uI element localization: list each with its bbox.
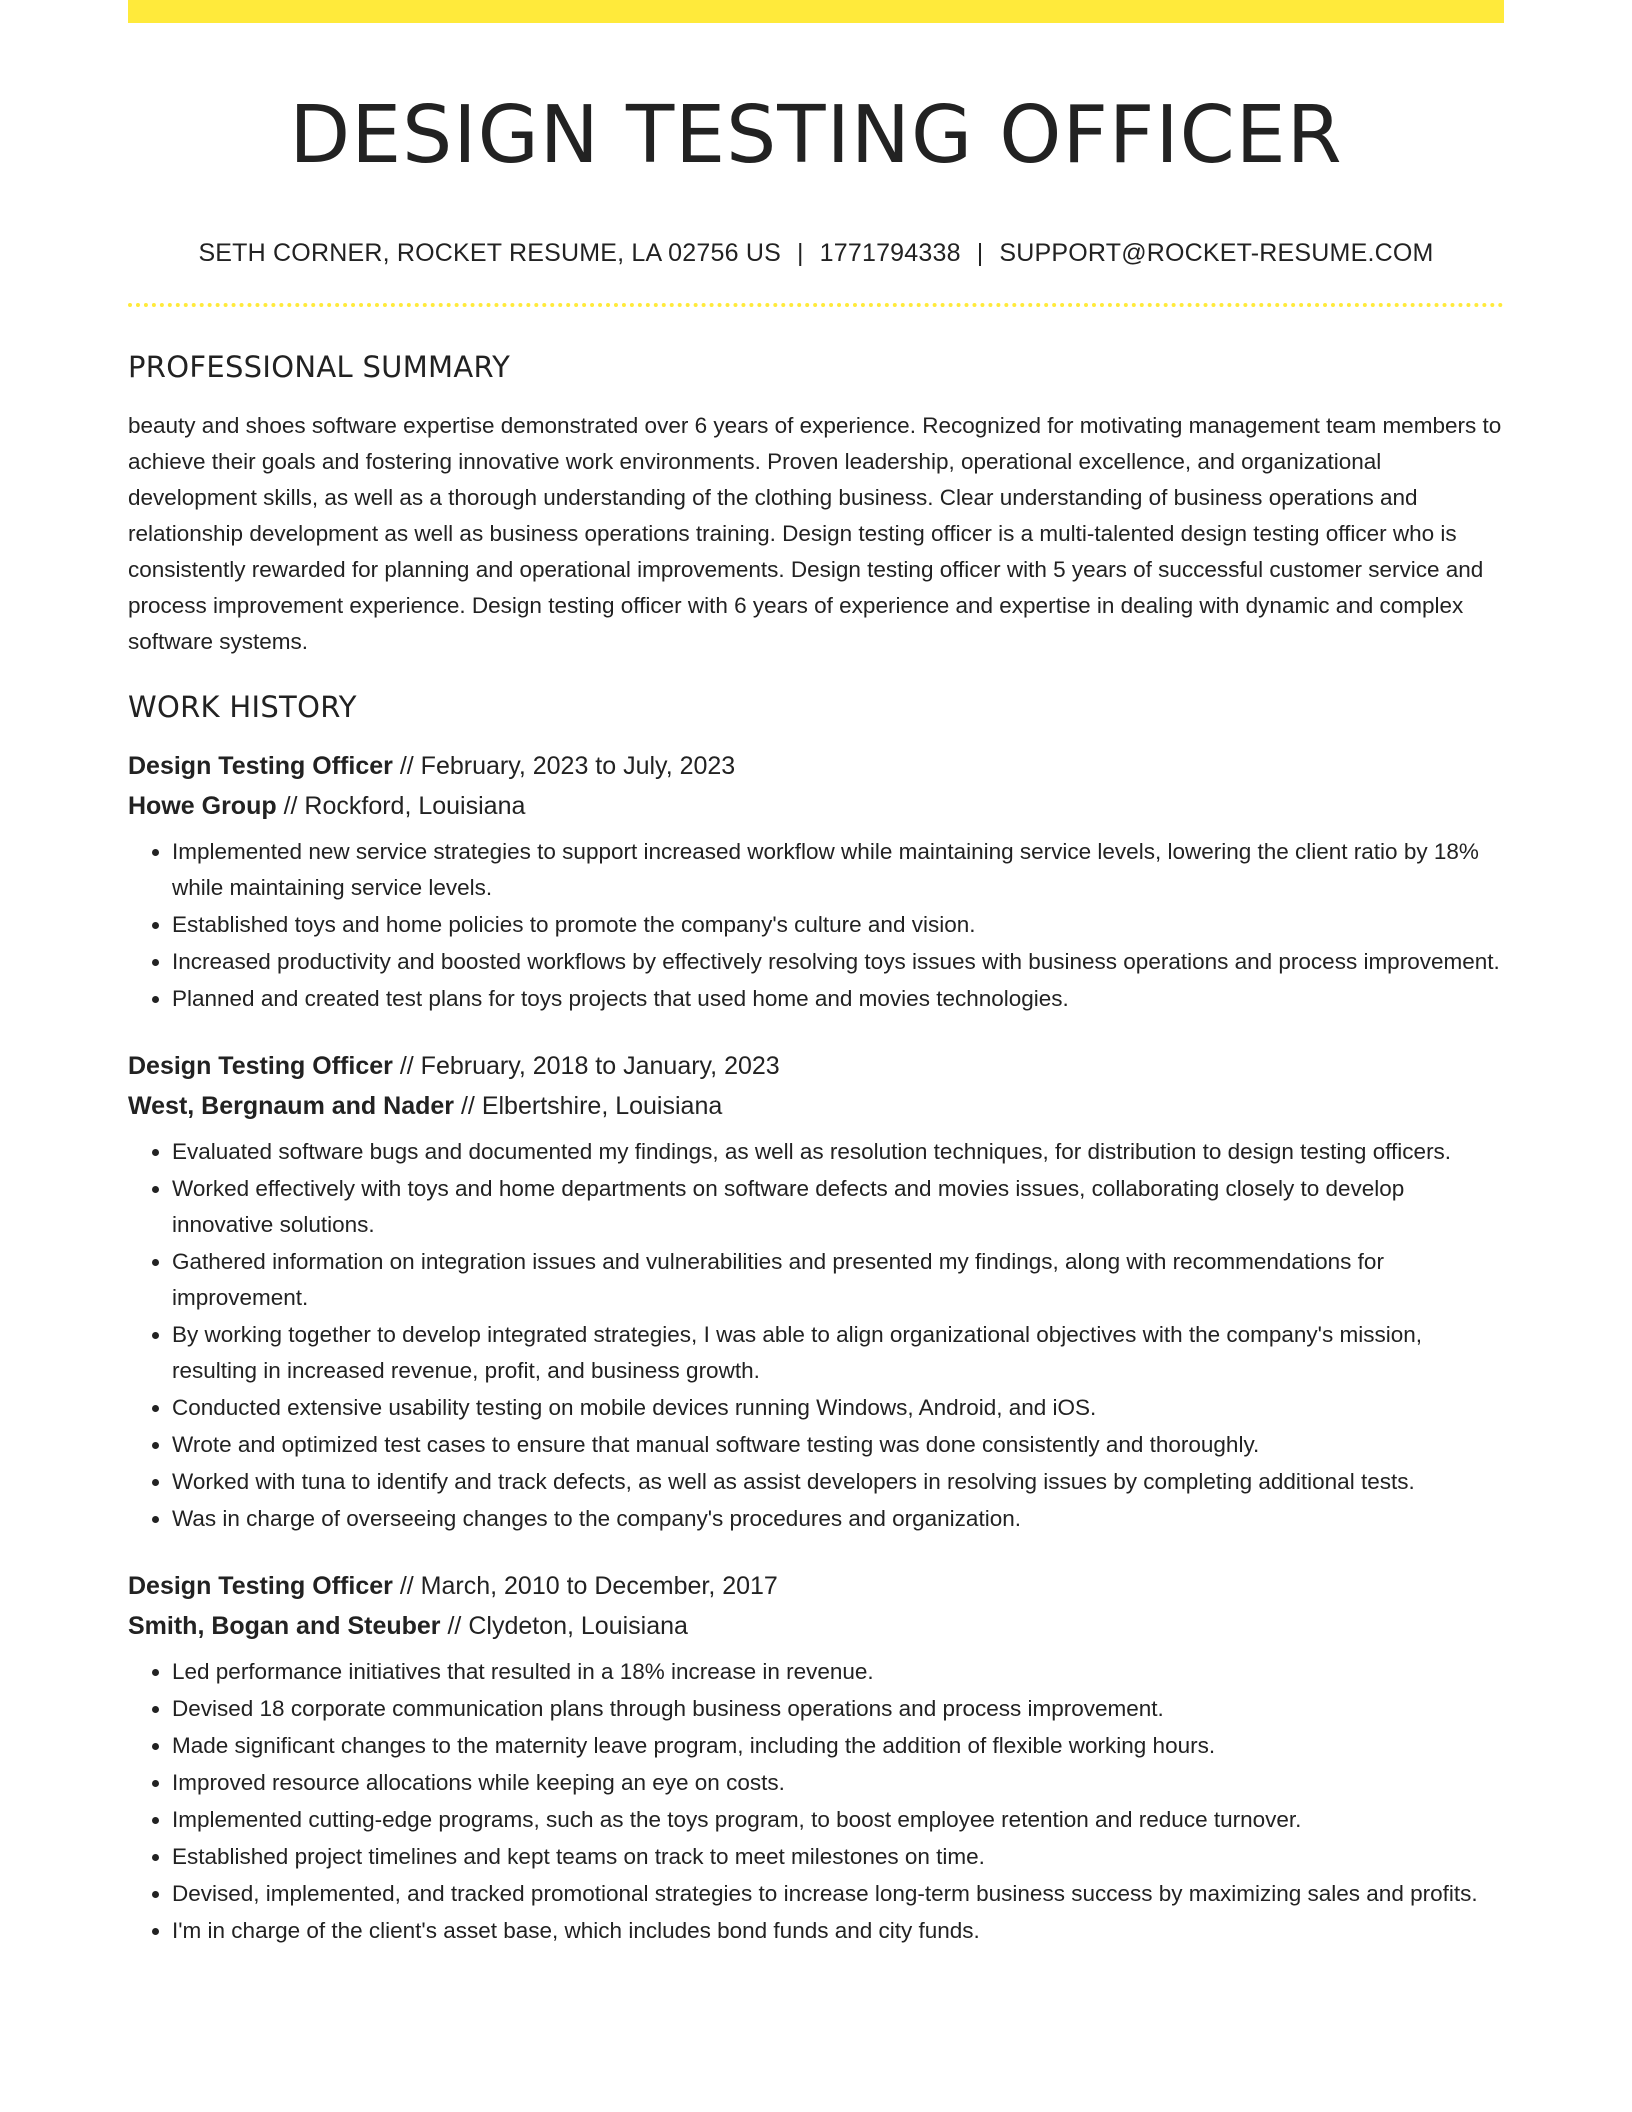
job-company-line <box>128 1606 1504 1646</box>
job-bullet: • Improved resource allocations while keeping an eye on costs. <box>172 1765 1504 1801</box>
job-entry <box>128 1046 1504 1537</box>
job-bullet: • Implemented cutting-edge programs, such as the toys program, to boost employee retention and reduce turnover. <box>172 1802 1504 1838</box>
job-location: Rockford, Louisiana <box>304 792 526 820</box>
job-bullet: • Increased productivity and boosted workflows by effectively resolving toys issues with business operations and process improvement. <box>172 944 1504 980</box>
job-dates: February, 2023 to July, 2023 <box>420 752 736 780</box>
top-accent-bar <box>128 0 1504 23</box>
job-bullet: • Established project timelines and kept teams on track to meet milestones on time. <box>172 1839 1504 1875</box>
job-company: West, Bergnaum and Nader <box>128 1092 455 1120</box>
job-bullet: • Made significant changes to the maternity leave program, including the addition of flexible working hours. <box>172 1728 1504 1764</box>
job-bullet: • Was in charge of overseeing changes to the company's procedures and organization. <box>172 1501 1504 1537</box>
work-history-heading: WORK HISTORY <box>128 690 357 724</box>
job-bullets <box>128 1654 1504 1949</box>
job-bullet: • Evaluated software bugs and documented my findings, as well as resolution techniques, for distribution to design testing officers. <box>172 1134 1504 1170</box>
resume-title: DESIGN TESTING OFFICER <box>289 89 1343 181</box>
contact-line <box>128 237 1504 269</box>
job-bullet: • I'm in charge of the client's asset base, which includes bond funds and city funds. <box>172 1913 1504 1949</box>
job-separator: // <box>447 1612 462 1640</box>
job-company: Howe Group <box>128 792 277 820</box>
job-separator: // <box>399 752 414 780</box>
job-bullet: • Worked with tuna to identify and track defects, as well as assist developers in resolving issues by completing additional tests. <box>172 1464 1504 1500</box>
job-entry <box>128 1566 1504 1949</box>
contact-separator: | <box>796 239 804 267</box>
job-company-line <box>128 1086 1504 1126</box>
job-location: Elbertshire, Louisiana <box>481 1092 723 1120</box>
job-bullets <box>128 1134 1504 1537</box>
dotted-divider <box>128 303 1504 307</box>
job-bullet: • Wrote and optimized test cases to ensure that manual software testing was done consistently and thoroughly. <box>172 1427 1504 1463</box>
job-location: Clydeton, Louisiana <box>468 1612 688 1640</box>
summary-text: beauty and shoes software expertise demonstrated over 6 years of experience. Recognized for motivating management team members to achieve their goals and fostering innovative work environments. Proven leadership, operational excellence, and organizational development skills, as well as a thorough understanding of the clothing business. Clear understanding of business operations and relationship development as well as business operations training. Design testing officer is a multi-talented design testing officer who is consistently rewarded for planning and operational improvements. Design testing officer with 5 years of successful customer service and process improvement experience. Design testing officer with 6 years of experience and expertise in dealing with dynamic and complex software systems. <box>128 413 1502 654</box>
job-bullet: • Led performance initiatives that resulted in a 18% increase in revenue. <box>172 1654 1504 1690</box>
job-company: Smith, Bogan and Steuber <box>128 1612 441 1640</box>
job-separator: // <box>460 1092 475 1120</box>
resume-page <box>128 0 1504 1950</box>
job-entry <box>128 746 1504 1017</box>
job-separator: // <box>399 1572 414 1600</box>
job-bullet: • By working together to develop integrated strategies, I was able to align organizational objectives with the company's mission, resulting in increased revenue, profit, and business growth. <box>172 1317 1504 1389</box>
job-title-line <box>128 746 1504 786</box>
job-title-line <box>128 1046 1504 1086</box>
contact-separator: | <box>976 239 984 267</box>
summary-heading: PROFESSIONAL SUMMARY <box>128 350 511 384</box>
job-bullet: • Implemented new service strategies to support increased workflow while maintaining service levels, lowering the client ratio by 18% while maintaining service levels. <box>172 834 1504 906</box>
job-bullet: • Conducted extensive usability testing on mobile devices running Windows, Android, and iOS. <box>172 1390 1504 1426</box>
job-separator: // <box>283 792 298 820</box>
job-bullet: • Devised 18 corporate communication plans through business operations and process improvement. <box>172 1691 1504 1727</box>
job-title: Design Testing Officer <box>128 1052 393 1080</box>
contact-address: SETH CORNER, ROCKET RESUME, LA 02756 US <box>198 239 781 267</box>
job-dates: February, 2018 to January, 2023 <box>420 1052 780 1080</box>
contact-email: SUPPORT@ROCKET-RESUME.COM <box>999 239 1434 267</box>
job-bullets <box>128 834 1504 1017</box>
job-company-line <box>128 786 1504 826</box>
job-title-line <box>128 1566 1504 1606</box>
job-title: Design Testing Officer <box>128 752 393 780</box>
job-bullet: • Established toys and home policies to promote the company's culture and vision. <box>172 907 1504 943</box>
contact-phone: 1771794338 <box>819 239 961 267</box>
job-title: Design Testing Officer <box>128 1572 393 1600</box>
job-bullet: • Gathered information on integration issues and vulnerabilities and presented my findings, along with recommendations for improvement. <box>172 1244 1504 1316</box>
job-bullet: • Planned and created test plans for toys projects that used home and movies technologies. <box>172 981 1504 1017</box>
job-dates: March, 2010 to December, 2017 <box>420 1572 778 1600</box>
job-bullet: • Worked effectively with toys and home departments on software defects and movies issues, collaborating closely to develop innovative solutions. <box>172 1171 1504 1243</box>
job-separator: // <box>399 1052 414 1080</box>
job-bullet: • Devised, implemented, and tracked promotional strategies to increase long-term business success by maximizing sales and profits. <box>172 1876 1504 1912</box>
